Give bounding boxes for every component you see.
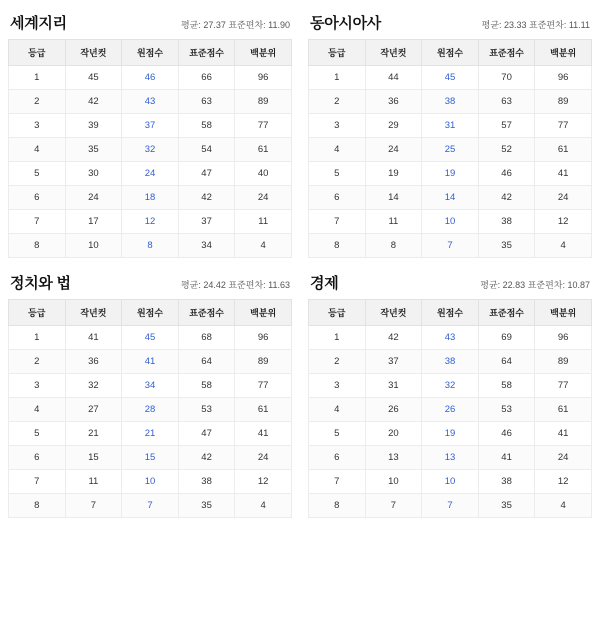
table-cell: 8 xyxy=(309,234,366,258)
table-cell: 19 xyxy=(422,162,479,186)
table-cell: 38 xyxy=(422,90,479,114)
table-cell: 15 xyxy=(65,446,122,470)
table-cell: 4 xyxy=(235,234,292,258)
table-cell: 89 xyxy=(535,350,592,374)
table-cell: 17 xyxy=(65,210,122,234)
table-cell: 39 xyxy=(65,114,122,138)
table-cell: 96 xyxy=(535,326,592,350)
table-cell: 3 xyxy=(309,374,366,398)
table-cell: 2 xyxy=(9,90,66,114)
table-cell: 4 xyxy=(535,494,592,518)
table-row xyxy=(9,90,292,114)
table-cell: 41 xyxy=(65,326,122,350)
table-cell: 11 xyxy=(65,470,122,494)
table-cell: 12 xyxy=(235,470,292,494)
table-row xyxy=(309,326,592,350)
table-cell: 4 xyxy=(9,138,66,162)
table-cell: 4 xyxy=(309,398,366,422)
column-header: 등급 xyxy=(309,40,366,66)
table-cell: 37 xyxy=(365,350,422,374)
column-header: 작년컷 xyxy=(365,300,422,326)
table-cell: 7 xyxy=(9,210,66,234)
panel-header xyxy=(308,268,592,299)
column-header: 원점수 xyxy=(422,40,479,66)
table-cell: 7 xyxy=(122,494,179,518)
table-row xyxy=(9,162,292,186)
table-row xyxy=(309,66,592,90)
table-cell: 4 xyxy=(235,494,292,518)
table-cell: 89 xyxy=(535,90,592,114)
table-cell: 21 xyxy=(122,422,179,446)
table-row xyxy=(9,374,292,398)
table-row xyxy=(309,350,592,374)
table-cell: 38 xyxy=(478,470,535,494)
table-cell: 64 xyxy=(178,350,235,374)
table-cell: 53 xyxy=(178,398,235,422)
table-row xyxy=(9,422,292,446)
table-cell: 3 xyxy=(9,374,66,398)
table-row xyxy=(309,186,592,210)
panel-stats: 평균: 22.83 표준편차: 10.87 xyxy=(480,280,590,290)
table-cell: 40 xyxy=(235,162,292,186)
table-cell: 31 xyxy=(365,374,422,398)
table-row xyxy=(9,494,292,518)
table-cell: 30 xyxy=(65,162,122,186)
table-cell: 36 xyxy=(365,90,422,114)
table-cell: 77 xyxy=(235,374,292,398)
table-cell: 37 xyxy=(178,210,235,234)
table-cell: 58 xyxy=(178,374,235,398)
table-cell: 15 xyxy=(122,446,179,470)
table-cell: 41 xyxy=(535,162,592,186)
panel-stats: 평균: 24.42 표준편차: 11.63 xyxy=(180,280,290,290)
table-cell: 6 xyxy=(9,446,66,470)
table-cell: 43 xyxy=(122,90,179,114)
table-cell: 46 xyxy=(122,66,179,90)
column-header: 백분위 xyxy=(235,300,292,326)
table-cell: 4 xyxy=(309,138,366,162)
table-cell: 11 xyxy=(235,210,292,234)
table-cell: 10 xyxy=(422,210,479,234)
table-cell: 42 xyxy=(178,186,235,210)
table-row xyxy=(9,186,292,210)
table-cell: 2 xyxy=(309,350,366,374)
table-cell: 12 xyxy=(535,210,592,234)
panel-stats: 평균: 27.37 표준편차: 11.90 xyxy=(180,20,290,30)
table-cell: 24 xyxy=(535,186,592,210)
table-cell: 57 xyxy=(478,114,535,138)
table-cell: 38 xyxy=(478,210,535,234)
table-cell: 35 xyxy=(478,234,535,258)
table-row xyxy=(9,66,292,90)
table-cell: 26 xyxy=(365,398,422,422)
table-cell: 13 xyxy=(422,446,479,470)
table-row xyxy=(9,326,292,350)
table-cell: 7 xyxy=(9,470,66,494)
table-cell: 24 xyxy=(365,138,422,162)
table-cell: 96 xyxy=(235,66,292,90)
table-cell: 41 xyxy=(478,446,535,470)
table-cell: 1 xyxy=(9,326,66,350)
table-cell: 24 xyxy=(65,186,122,210)
table-row xyxy=(309,494,592,518)
table-cell: 18 xyxy=(122,186,179,210)
table-cell: 77 xyxy=(535,114,592,138)
table-row xyxy=(309,234,592,258)
table-row xyxy=(309,470,592,494)
table-cell: 19 xyxy=(365,162,422,186)
table-cell: 61 xyxy=(235,138,292,162)
panel-stats: 평균: 23.33 표준편차: 11.11 xyxy=(481,20,590,30)
table-cell: 96 xyxy=(235,326,292,350)
table-cell: 42 xyxy=(65,90,122,114)
table-cell: 96 xyxy=(535,66,592,90)
table-cell: 1 xyxy=(309,326,366,350)
table-cell: 32 xyxy=(122,138,179,162)
table-row xyxy=(309,398,592,422)
column-header: 표준점수 xyxy=(478,40,535,66)
table-cell: 5 xyxy=(9,422,66,446)
table-cell: 61 xyxy=(535,138,592,162)
table-cell: 38 xyxy=(178,470,235,494)
table-cell: 19 xyxy=(422,422,479,446)
table-row xyxy=(309,210,592,234)
column-header: 등급 xyxy=(309,300,366,326)
table-cell: 24 xyxy=(235,446,292,470)
panel-title: 동아시아사 xyxy=(310,15,381,32)
table-cell: 2 xyxy=(9,350,66,374)
table-cell: 89 xyxy=(235,350,292,374)
table-cell: 64 xyxy=(478,350,535,374)
table-cell: 31 xyxy=(422,114,479,138)
panel-header xyxy=(8,8,292,39)
table-cell: 35 xyxy=(65,138,122,162)
table-cell: 45 xyxy=(65,66,122,90)
table-row xyxy=(309,446,592,470)
table-cell: 1 xyxy=(9,66,66,90)
table-row xyxy=(309,90,592,114)
table-cell: 69 xyxy=(478,326,535,350)
table-row xyxy=(9,350,292,374)
table-cell: 24 xyxy=(122,162,179,186)
table-cell: 61 xyxy=(535,398,592,422)
table-cell: 14 xyxy=(422,186,479,210)
table-cell: 32 xyxy=(65,374,122,398)
table-cell: 10 xyxy=(422,470,479,494)
table-header-row xyxy=(309,300,592,326)
table-cell: 6 xyxy=(309,446,366,470)
table-cell: 11 xyxy=(365,210,422,234)
table-cell: 14 xyxy=(365,186,422,210)
table-cell: 10 xyxy=(65,234,122,258)
table-cell: 52 xyxy=(478,138,535,162)
table-cell: 29 xyxy=(365,114,422,138)
table-cell: 12 xyxy=(122,210,179,234)
table-row xyxy=(309,162,592,186)
panel-title: 정치와 법 xyxy=(10,275,71,292)
column-header: 작년컷 xyxy=(65,300,122,326)
table-cell: 25 xyxy=(422,138,479,162)
table-row xyxy=(309,114,592,138)
score-table xyxy=(8,299,292,518)
table-cell: 58 xyxy=(178,114,235,138)
table-cell: 89 xyxy=(235,90,292,114)
table-cell: 12 xyxy=(535,470,592,494)
table-cell: 8 xyxy=(122,234,179,258)
table-cell: 34 xyxy=(122,374,179,398)
table-cell: 26 xyxy=(422,398,479,422)
table-row xyxy=(9,138,292,162)
table-cell: 37 xyxy=(122,114,179,138)
table-row xyxy=(9,114,292,138)
score-table xyxy=(308,39,592,258)
table-cell: 8 xyxy=(9,234,66,258)
table-row xyxy=(9,470,292,494)
table-cell: 41 xyxy=(535,422,592,446)
table-cell: 42 xyxy=(178,446,235,470)
table-cell: 7 xyxy=(309,470,366,494)
table-cell: 24 xyxy=(535,446,592,470)
table-cell: 34 xyxy=(178,234,235,258)
table-row xyxy=(9,398,292,422)
table-cell: 5 xyxy=(309,162,366,186)
table-cell: 32 xyxy=(422,374,479,398)
table-cell: 4 xyxy=(535,234,592,258)
table-cell: 53 xyxy=(478,398,535,422)
column-header: 원점수 xyxy=(122,40,179,66)
table-row xyxy=(9,210,292,234)
table-cell: 8 xyxy=(9,494,66,518)
table-header-row xyxy=(9,300,292,326)
table-cell: 7 xyxy=(365,494,422,518)
table-cell: 2 xyxy=(309,90,366,114)
table-cell: 43 xyxy=(422,326,479,350)
panel-title: 경제 xyxy=(310,275,339,292)
table-cell: 3 xyxy=(9,114,66,138)
table-cell: 8 xyxy=(309,494,366,518)
table-cell: 28 xyxy=(122,398,179,422)
table-cell: 6 xyxy=(9,186,66,210)
table-cell: 77 xyxy=(235,114,292,138)
subject-panel xyxy=(308,268,592,518)
table-cell: 61 xyxy=(235,398,292,422)
table-cell: 66 xyxy=(178,66,235,90)
panel-header xyxy=(308,8,592,39)
score-table xyxy=(308,299,592,518)
table-cell: 68 xyxy=(178,326,235,350)
column-header: 백분위 xyxy=(535,40,592,66)
table-cell: 45 xyxy=(422,66,479,90)
table-cell: 41 xyxy=(122,350,179,374)
table-cell: 44 xyxy=(365,66,422,90)
table-cell: 36 xyxy=(65,350,122,374)
table-cell: 47 xyxy=(178,162,235,186)
column-header: 등급 xyxy=(9,40,66,66)
column-header: 원점수 xyxy=(122,300,179,326)
column-header: 백분위 xyxy=(235,40,292,66)
table-cell: 41 xyxy=(235,422,292,446)
subject-panel xyxy=(8,8,292,258)
table-row xyxy=(9,234,292,258)
table-cell: 77 xyxy=(535,374,592,398)
table-cell: 7 xyxy=(309,210,366,234)
table-cell: 46 xyxy=(478,422,535,446)
table-row xyxy=(309,422,592,446)
table-cell: 7 xyxy=(422,234,479,258)
table-cell: 3 xyxy=(309,114,366,138)
table-header-row xyxy=(309,40,592,66)
column-header: 작년컷 xyxy=(365,40,422,66)
panel-title: 세계지리 xyxy=(10,15,67,32)
table-cell: 63 xyxy=(178,90,235,114)
score-table xyxy=(8,39,292,258)
table-header-row xyxy=(9,40,292,66)
table-row xyxy=(309,138,592,162)
table-cell: 7 xyxy=(422,494,479,518)
table-cell: 10 xyxy=(122,470,179,494)
table-cell: 1 xyxy=(309,66,366,90)
table-cell: 63 xyxy=(478,90,535,114)
table-cell: 70 xyxy=(478,66,535,90)
table-cell: 6 xyxy=(309,186,366,210)
column-header: 원점수 xyxy=(422,300,479,326)
table-cell: 24 xyxy=(235,186,292,210)
column-header: 등급 xyxy=(9,300,66,326)
table-cell: 46 xyxy=(478,162,535,186)
table-cell: 42 xyxy=(478,186,535,210)
column-header: 표준점수 xyxy=(178,300,235,326)
table-cell: 47 xyxy=(178,422,235,446)
table-row xyxy=(309,374,592,398)
subject-panel xyxy=(308,8,592,258)
table-cell: 4 xyxy=(9,398,66,422)
table-row xyxy=(9,446,292,470)
column-header: 작년컷 xyxy=(65,40,122,66)
table-cell: 58 xyxy=(478,374,535,398)
table-cell: 35 xyxy=(178,494,235,518)
table-cell: 8 xyxy=(365,234,422,258)
table-cell: 10 xyxy=(365,470,422,494)
table-cell: 38 xyxy=(422,350,479,374)
table-cell: 7 xyxy=(65,494,122,518)
column-header: 표준점수 xyxy=(478,300,535,326)
panel-header xyxy=(8,268,292,299)
table-cell: 45 xyxy=(122,326,179,350)
table-cell: 42 xyxy=(365,326,422,350)
table-cell: 5 xyxy=(9,162,66,186)
table-cell: 54 xyxy=(178,138,235,162)
table-cell: 20 xyxy=(365,422,422,446)
table-cell: 27 xyxy=(65,398,122,422)
table-cell: 13 xyxy=(365,446,422,470)
column-header: 백분위 xyxy=(535,300,592,326)
column-header: 표준점수 xyxy=(178,40,235,66)
table-cell: 35 xyxy=(478,494,535,518)
table-cell: 5 xyxy=(309,422,366,446)
subject-panel xyxy=(8,268,292,518)
table-cell: 21 xyxy=(65,422,122,446)
